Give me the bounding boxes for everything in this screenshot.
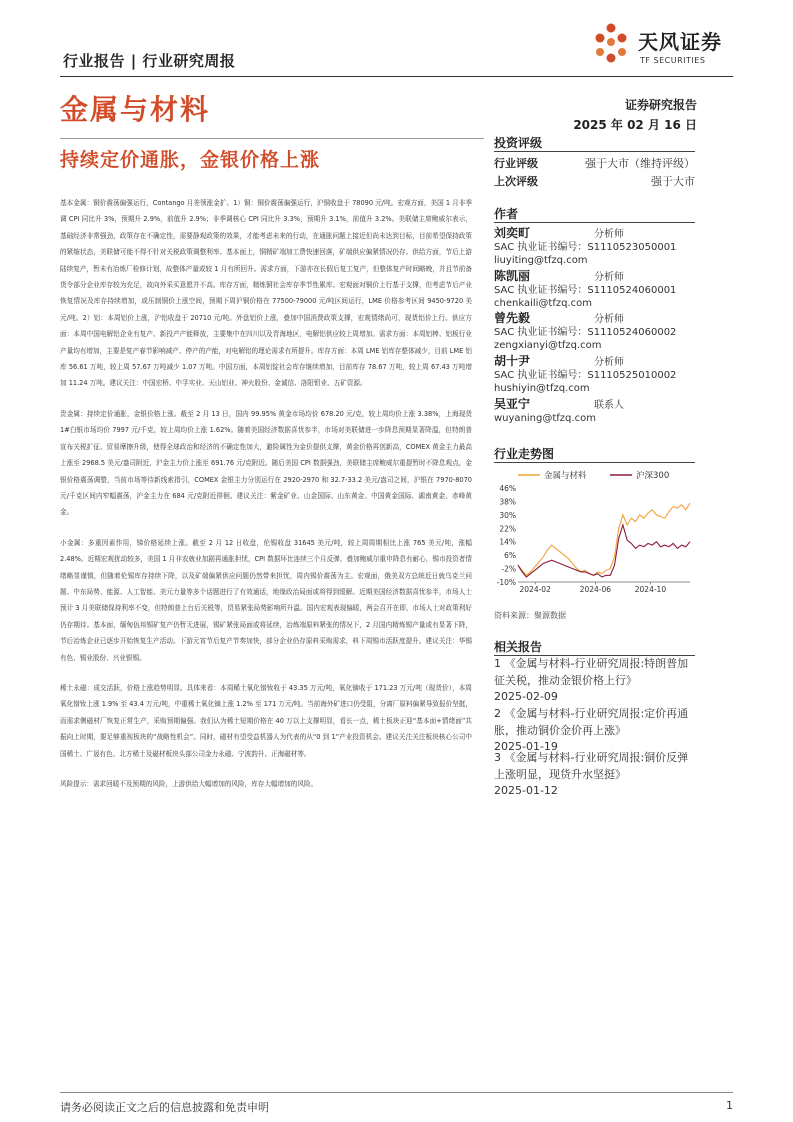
rating-value: 强于大市 [651,175,695,188]
related-title[interactable]: 1 《金属与材料-行业研究周报:特朗普加征关税，推动金银价格上行》 [494,657,689,687]
author-email[interactable]: chenkaili@tfzq.com [494,298,592,309]
author-sac: SAC 执业证书编号：S1110524060002 [494,326,677,338]
related-date: 2025-01-12 [494,784,558,797]
logo-text-cn: 天风证券 [638,30,722,54]
trend-divider [494,462,695,463]
rating-label: 上次评级 [494,175,538,188]
author-role: 分析师 [594,229,624,240]
x-tick-label: 2024-02 [519,585,551,594]
author-block [494,270,695,311]
trend-chart [492,466,696,596]
trend-heading: 行业走势图 [494,447,555,461]
author-name: 陈凯丽 [494,269,531,283]
related-heading: 相关报告 [494,640,543,654]
related-title[interactable]: 2 《金属与材料-行业研究周报:定价再通胀，推动铜价金价再上涨》 [494,707,689,737]
author-block [494,312,695,353]
author-name: 刘奕町 [494,226,531,240]
related-item[interactable] [494,750,695,800]
author-name: 吴亚宁 [494,397,531,411]
report-category: 行业报告 | 行业研究周报 [63,52,236,70]
x-tick-label: 2024-06 [579,585,612,594]
disclaimer-note: 请务必阅读正文之后的信息披露和免责申明 [60,1101,269,1114]
y-tick-label: 6% [504,551,516,561]
page-number: 1 [726,1099,733,1112]
author-divider [494,222,695,223]
author-sac: SAC 执业证书编号：S1110525010002 [494,369,677,381]
author-heading: 作者 [494,207,519,221]
report-type: 证券研究报告 [624,98,697,112]
author-role: 分析师 [594,272,624,283]
logo-mark-icon [586,20,636,70]
author-email[interactable]: zengxianyi@tfzq.com [494,340,602,351]
related-item[interactable] [494,706,695,756]
paragraph-precious-metals: 贵金属：持续定价通胀，金银价格上涨。截至 2 月 13 日，国内 99.95% 黄金市场均价 678.20 元/克，较上周均价上涨 3.38%，上海现货 1#白银市场均价 7997 元/千克，较上周均价上涨 1.62%。随着美国经济数据喜忧参半，市场对美联储进一步降息预期显著降温，但特朗普宣布关税扩征、贸易摩擦升级，使得全球政治和经济的不确定性加大，避险属性为金价提供支撑，黄金价格再创新高，COMEX 黄金主力最高上涨至 2968.5 美元/盎司附近，沪金主力价上涨至 691.76 元/克附近。随后美国 CPI 数据强劲，美联储主席鲍威尔重提暂时不降息观点，金银价格震荡调整，当前市场等待新线索指引，COMEX 金银主力分别运行在 2920-2970 和 32.7-33.2 美元/盎司之间，沪银在 7970-8070 元/千克区间内窄幅震荡，沪金主力在 684 元/克附近徘徊。建议关注：紫金矿业、山金国际、山东黄金、中国黄金国际、湖南黄金、赤峰黄金。 [60,409,472,517]
author-sac: SAC 执业证书编号：S1110524060001 [494,284,677,296]
rating-row-industry [494,155,695,171]
related-date: 2025-02-09 [494,690,558,703]
y-tick-label: -2% [501,564,516,574]
x-tick-label: 2024-10 [634,585,667,594]
related-item[interactable] [494,656,695,706]
author-name: 曾先毅 [494,311,531,325]
author-block [494,227,695,268]
related-title[interactable]: 3 《金属与材料-行业研究周报:铜价反弹上涨明显，现货升水坚挺》 [494,751,689,781]
rating-value: 强于大市（维持评级） [585,157,695,170]
legend-label: 沪深300 [636,471,670,481]
author-block [494,398,695,425]
y-tick-label: 46% [499,484,516,493]
paragraph-risk: 风险提示：需求回暖不及预期的风险，上游供给大幅增加的风险，库存大幅增加的风险。 [60,780,318,788]
y-tick-label: -10% [496,578,516,587]
author-block [494,355,695,396]
header-divider [60,76,733,77]
report-title: 持续定价通胀，金银价格上涨 [60,149,321,171]
legend-label: 金属与材料 [544,471,587,481]
rating-row-previous [494,173,695,189]
y-tick-label: 14% [499,537,516,547]
report-body [60,195,472,806]
y-tick-label: 38% [499,497,516,507]
paragraph-rare-earth: 稀土永磁：成交活跃，价格上涨趋势明显。具体来看：本周稀土氧化镨钕收于 43.35 万元/吨，氧化镝收于 171.23 万元/吨（现货价），本周氧化镨钕上涨 1.9% 至 43.4 万元/吨，中重稀土氧化镝上涨 1.2% 至 171 万元/吨。当前海外矿进口仍受阻，分离厂原料偏紧导致报价坚挺，而需求侧磁材厂恢复正常生产，采购预期偏强。我们认为稀土短期价格在 40 万以上支撑明显，看长一点，稀土板块正迎“基本面+情绪面”共振向上时期，要足够重视板块的“战略性机会”。同时，磁材有望受益机器人为代表的从“0 到 1”产业投资机会。建议关注关注板块核心公司中国稀土、广晟有色、北方稀土及磁材板块头部公司金力永磁、宁波韵升、正海磁材等。 [60,683,472,758]
series-line [518,503,690,575]
footer-divider [60,1092,733,1093]
logo-text-en: TF SECURITIES [640,56,706,65]
paragraph-base-metals: 基本金属：铜价震荡偏强运行，Contango 月差领涨金扩。1）铜：铜价震荡偏强运行，沪铜收盘于 78090 元/吨。宏观方面，美国 1 月非季调 CPI 同比升 3%，预期升 2.9%，前值升 2.9%；非季调核心 CPI 同比升 3.3%，预期升 3.1%，前值升 3.2%。美联储主席鲍威尔表示，基础经济非常强劲，政策存在不确定性，需要静观政策的效果，才能考虑未来的行动，在通胀问题上接近但尚未达到目标，目前希望保持政策的紧缩状态，美联储可能不得不针对关税政策调整利率。基本面上，铜精矿端加工费快速回落，矿端供应偏紧情况仍存。供给方面，节后上游陆续复产，暂未有冶炼厂检修计划，故整体产量或较 1 月有所回升。需求方面，下游亦在长假后复工复产，但整体复产时间略晚，并且节前备货令部分企业库存较为充足，故向外采买意愿并不高。库存方面，精炼铜社会库存季节性累库。宏观面对铜价上行基于支撑，但考虑节后产业恢复情况及库存持续增加，或压制铜价上涨空间，预期下周沪铜价格在 77500-79000 元/吨区间运行，LME 价格参考区间 9450-9720 美元/吨。2）铝：本周铝价上涨，沪铝收盘于 20710 元/吨。外盘铝价上涨，叠加中国消费政策支撑，宏观情绪尚可，现货铝价上行。供应方面：本周中国电解铝企业有复产、新投产产能释放，主要集中在四川以及青海地区，电解铝供应较上周增加。需求方面：本周铝棒、铝板行业产量均有增加，主要是复产春节影响减产、停产的产能，对电解铝的理论需求有所提升。库存方面：本周 LME 铝库存整体减少，目前 LME 铝库 56.61 万吨，较上周 57.67 万吨减少 1.07 万吨。中国方面，本周铝锭社会库存继续增加，目前库存 78.67 万吨，较上周 67.43 万吨增加 11.24 万吨。建议关注：中国宏桥、中孚实业、天山铝业、神火股份、金诚信、洛阳钼业、五矿资源。 [60,199,472,388]
y-tick-label: 22% [499,524,516,534]
author-email[interactable]: hushiyin@tfzq.com [494,383,590,394]
author-name: 胡十尹 [494,354,531,368]
author-email[interactable]: wuyaning@tfzq.com [494,412,596,424]
title-divider [60,138,484,139]
author-role: 分析师 [594,357,624,368]
report-date: 2025 年 02 月 16 日 [573,118,697,132]
rating-label: 行业评级 [494,157,538,170]
author-role: 分析师 [594,314,624,325]
trend-chart-svg [492,466,696,596]
author-sac: SAC 执业证书编号：S1110523050001 [494,241,677,253]
rating-heading: 投资评级 [494,136,543,150]
rating-divider [494,151,695,152]
related-date: 2025-01-19 [494,740,558,753]
y-tick-label: 30% [499,510,516,520]
author-role: 联系人 [594,400,624,411]
series-line [518,525,690,577]
industry-title: 金属与材料 [60,93,211,126]
chart-source: 资料来源：聚源数据 [494,611,566,620]
author-email[interactable]: liuyiting@tfzq.com [494,255,588,266]
paragraph-minor-metals: 小金属：多重因素作用，锑价格延续上涨。截至 2 月 12 日收盘，伦锡收盘 31645 美元/吨，较上周周期相比上涨 765 美元/吨，涨幅 2.48%。近期宏观扰动较多，美国 1 月非农就业加剧再通胀担忧，CPI 数据环比连续三个月反弹，叠加鲍威尔重申降息有耐心，锡市投资者情绪略显谨慎，但随着伦锡库存持续下降，以及矿端偏紧供应问题仍然带来担忧，周内锡价震荡为主。宏观面，俄美双方总统近日就乌克兰问题、中东局势、能源、人工智能、美元力量等多个话题进行了有效通话，地缘政治局面或将得到缓解。近期美国经济数据喜忧参半，市场人士预计 3 月美联储保持利率不变，但特朗普上台后关税等，贸易紧张局势影响所升温。国内宏观表现偏暖，两会召开在即，市场人士对政策利好仍存期待。基本面，缅甸佤邦锡矿复产仍暂无进展，锡矿紧张局面或将延续，冶炼端原料紧张的情况下，2 月国内精炼锡产量或有显著下降，节后冶炼企业已逐步开始恢复生产活动。下游元宵节后复产节奏加快，部分企业仍存原料采购需求，料下周锡市活跃度提升。建议关注：华锡有色、锡业股份、兴业银锡。 [60,538,472,662]
